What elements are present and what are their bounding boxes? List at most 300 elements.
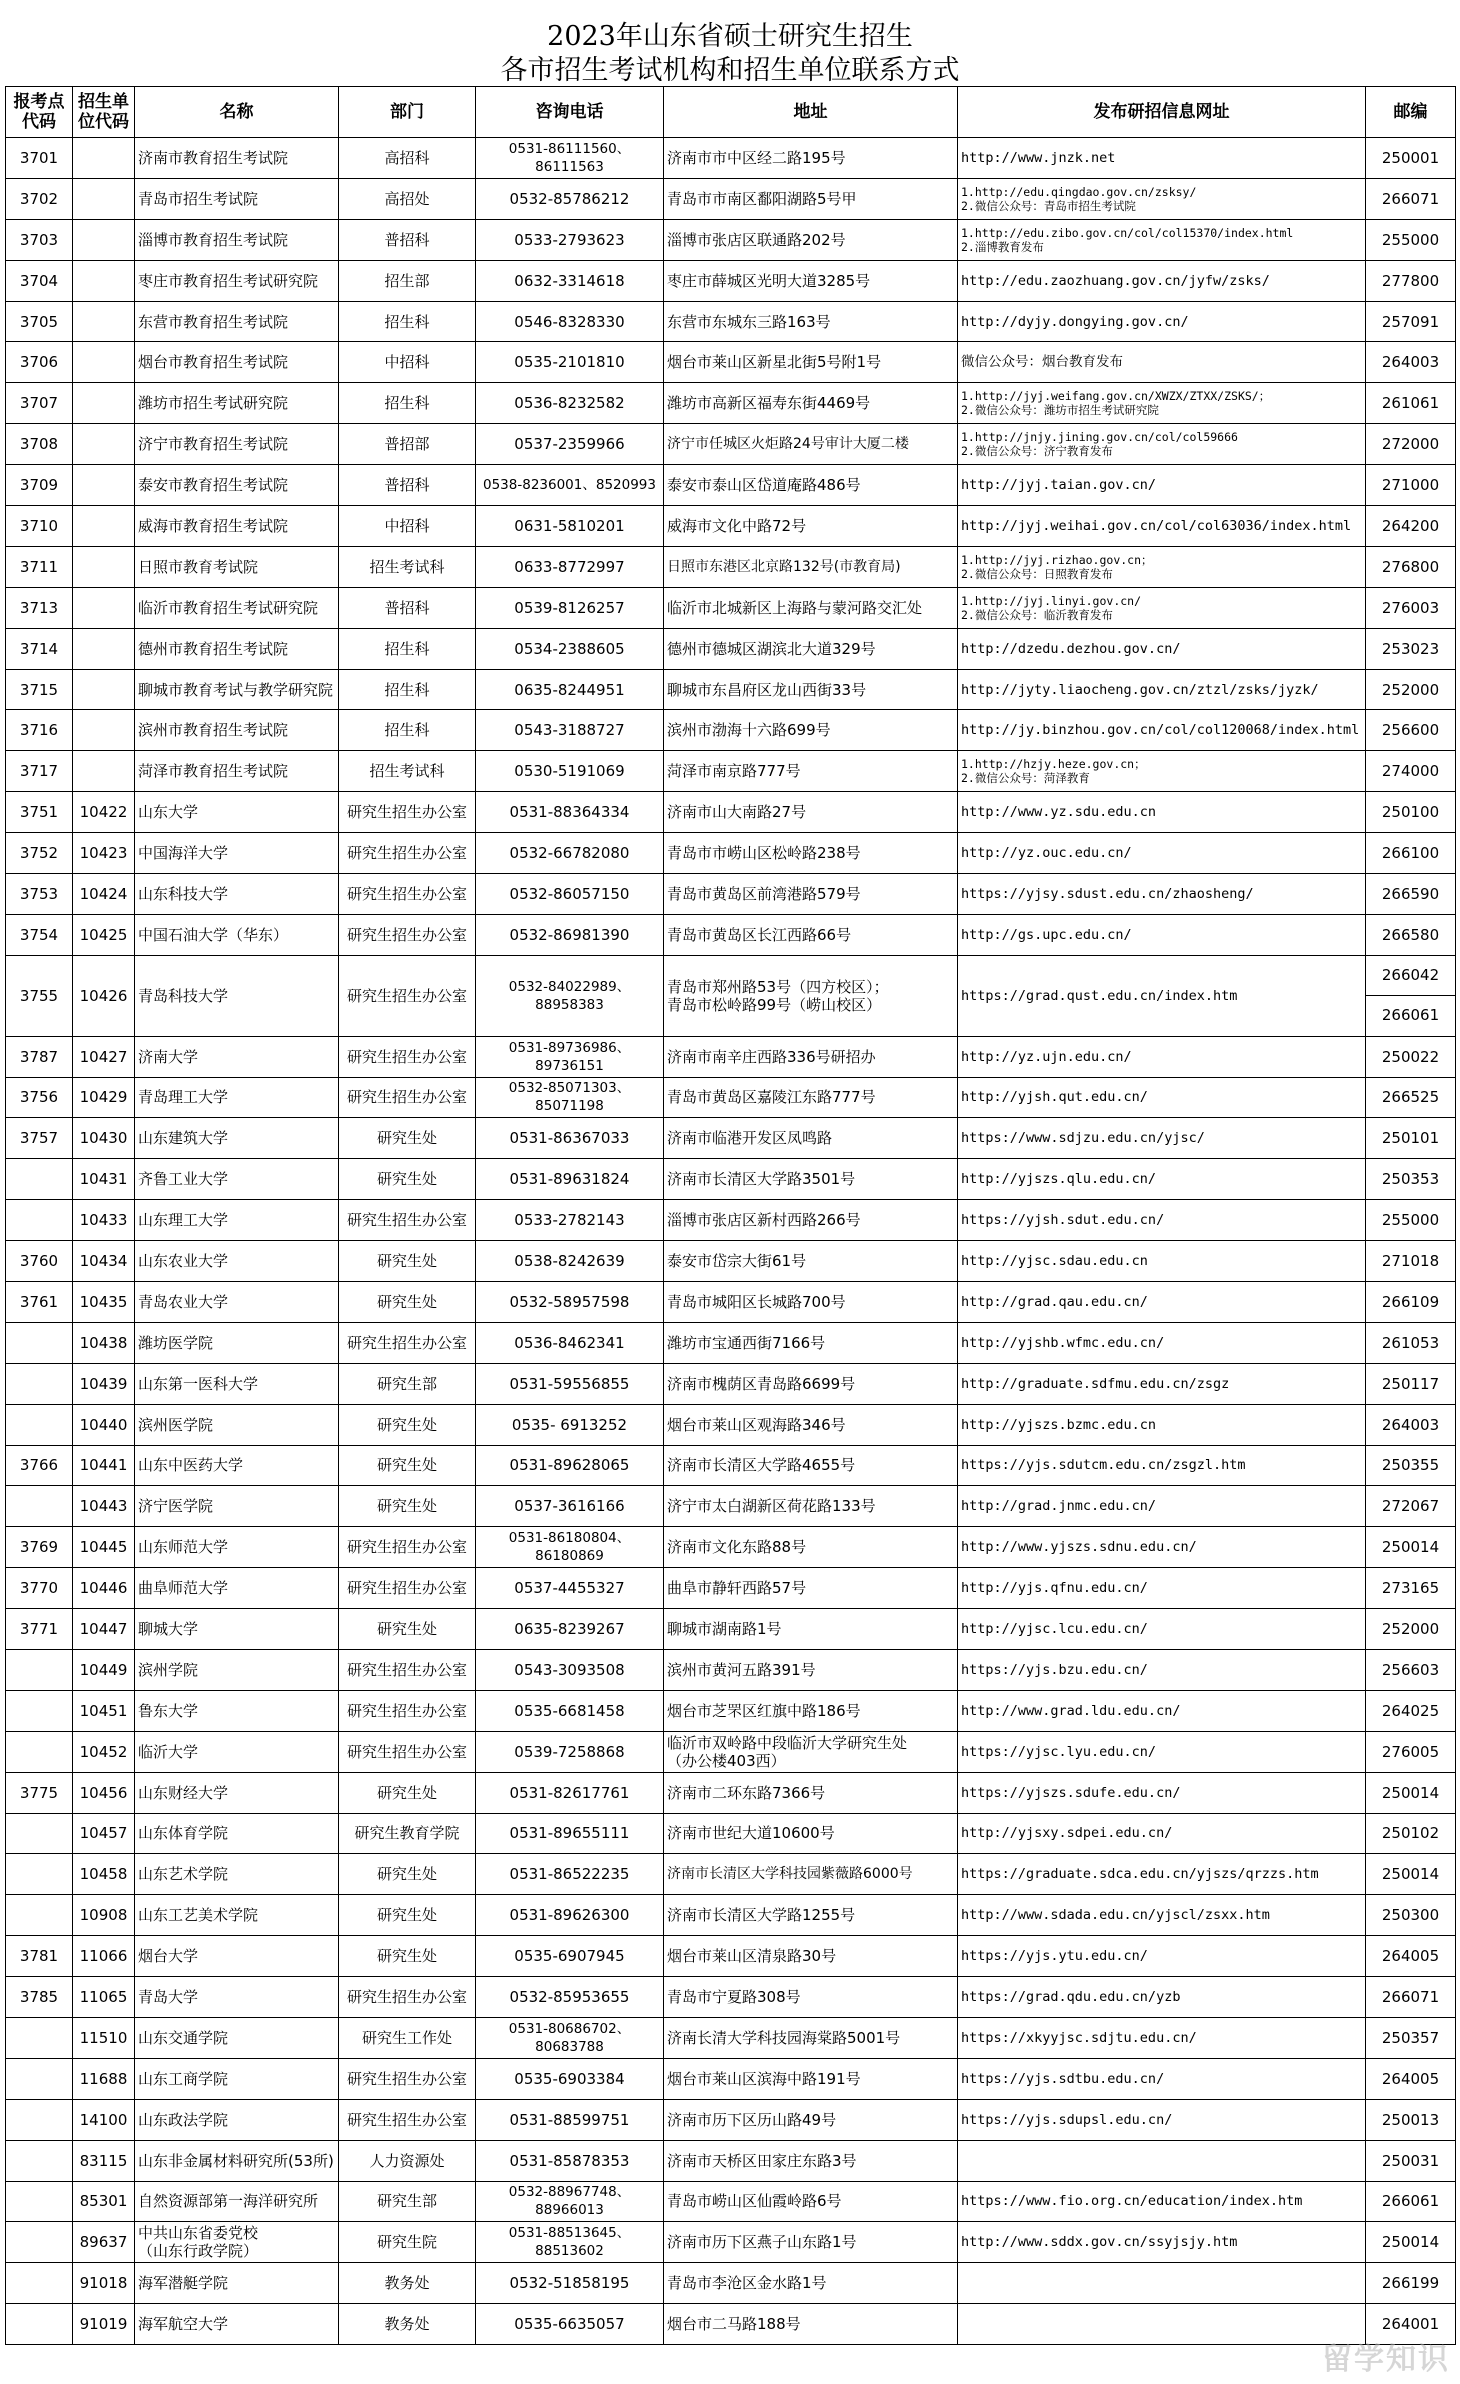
table-row [6, 301, 1456, 342]
cell-phone [476, 710, 664, 751]
cell-code [6, 2140, 73, 2181]
cell-phone-text: 0531-89628065 [509, 1456, 630, 1475]
cell-unit-code [73, 710, 135, 751]
cell-website-text: http://grad.jnmc.edu.cn/ [961, 1498, 1157, 1515]
cell-dept [339, 792, 476, 833]
cell-website-text: 1.http://jyj.weifang.gov.cn/XWZX/ZTXX/ZSKS/； 2.微信公众号：潍坊市招生考试研究院 [961, 389, 1271, 418]
cell-zip-text: 250014 [1381, 1538, 1440, 1557]
cell-zip [1366, 1854, 1456, 1895]
cell-unit-code [73, 1649, 135, 1690]
cell-name-text: 济南市教育招生考试院 [138, 148, 289, 167]
table-row [6, 1322, 1456, 1363]
cell-dept-text: 研究生招生办公室 [346, 1333, 467, 1352]
cell-phone [476, 1813, 664, 1854]
cell-website [958, 914, 1366, 955]
cell-address [664, 1977, 958, 2018]
cell-zip [1366, 710, 1456, 751]
cell-dept [339, 342, 476, 383]
cell-website [958, 2181, 1366, 2222]
cell-address [664, 178, 958, 219]
cell-zip [1366, 1690, 1456, 1731]
cell-phone-text: 0531-82617761 [509, 1783, 630, 1802]
cell-dept [339, 914, 476, 955]
cell-dept [339, 1936, 476, 1977]
table-row [6, 1159, 1456, 1200]
cell-dept [339, 1609, 476, 1650]
cell-zip [1366, 1772, 1456, 1813]
cell-unit-code [73, 1813, 135, 1854]
cell-dept-text: 招生科 [384, 312, 430, 331]
cell-unit-code [73, 669, 135, 710]
cell-zip [1366, 301, 1456, 342]
cell-name [135, 2140, 339, 2181]
cell-name-text: 海军潜艇学院 [138, 2274, 229, 2293]
cell-address-text: 潍坊市宝通西街7166号 [667, 1333, 826, 1352]
cell-zip [1366, 1036, 1456, 1077]
cell-name [135, 1445, 339, 1486]
cell-dept [339, 2263, 476, 2304]
cell-phone [476, 178, 664, 219]
cell-address-text: 济南市世纪大道10600号 [667, 1824, 835, 1843]
cell-code [6, 1649, 73, 1690]
cell-unit-code [73, 955, 135, 1036]
cell-dept [339, 138, 476, 179]
cell-phone-text: 0535-6635057 [514, 2315, 625, 2334]
cell-name [135, 2304, 339, 2345]
cell-unit-code-text: 91018 [79, 2274, 128, 2293]
cell-code [6, 178, 73, 219]
cell-code-text: 3755 [19, 986, 59, 1005]
cell-zip-text: 276003 [1381, 598, 1440, 617]
cell-address [664, 1200, 958, 1241]
table-row [6, 1813, 1456, 1854]
cell-unit-code [73, 1936, 135, 1977]
cell-website [958, 1200, 1366, 1241]
cell-phone [476, 587, 664, 628]
cell-unit-code [73, 2181, 135, 2222]
cell-dept [339, 1281, 476, 1322]
cell-unit-code-text: 10434 [79, 1252, 128, 1270]
cell-zip [1366, 1241, 1456, 1282]
cell-name [135, 1895, 339, 1936]
cell-address-text: 济南市文化东路88号 [667, 1538, 807, 1557]
table-row [6, 2017, 1456, 2058]
cell-website [958, 1322, 1366, 1363]
cell-website [958, 1241, 1366, 1282]
cell-dept-text: 研究生处 [376, 1252, 437, 1270]
cell-phone-text: 0532-58957598 [509, 1292, 630, 1311]
cell-name [135, 1731, 339, 1772]
cell-website-text: https://yjs.sdtbu.edu.cn/ [961, 2070, 1165, 2087]
cell-dept [339, 874, 476, 915]
cell-phone [476, 1118, 664, 1159]
table-row [6, 342, 1456, 383]
cell-code [6, 1404, 73, 1445]
cell-zip [1366, 751, 1456, 792]
cell-address-text: 枣庄市薛城区光明大道3285号 [667, 271, 871, 290]
cell-address [664, 2222, 958, 2263]
table-row [6, 1241, 1456, 1282]
cell-website-text: http://www.grad.ldu.edu.cn/ [961, 1702, 1181, 1719]
cell-address [664, 669, 958, 710]
cell-phone-text: 0535- 6913252 [511, 1415, 628, 1434]
cell-website-text: https://yjs.sdutcm.edu.cn/zsgzl.htm [961, 1457, 1246, 1474]
cell-address [664, 1159, 958, 1200]
cell-unit-code [73, 260, 135, 301]
cell-code [6, 2181, 73, 2222]
cell-unit-code [73, 2099, 135, 2140]
cell-phone-text: 0635-8244951 [514, 680, 625, 699]
cell-zip-text: 264003 [1381, 1415, 1440, 1434]
cell-zip [1366, 955, 1456, 1036]
cell-phone-text: 0534-2388605 [514, 639, 625, 658]
cell-unit-code-text: 10440 [79, 1415, 128, 1434]
cell-phone [476, 669, 664, 710]
cell-dept [339, 1690, 476, 1731]
cell-name [135, 955, 339, 1036]
cell-unit-code [73, 2017, 135, 2058]
cell-code [6, 1936, 73, 1977]
cell-dept [339, 1036, 476, 1077]
cell-dept [339, 1077, 476, 1118]
cell-dept [339, 1649, 476, 1690]
cell-address-text: 德州市德城区湖滨北大道329号 [667, 639, 876, 658]
cell-code [6, 2099, 73, 2140]
cell-phone [476, 1200, 664, 1241]
cell-name-text: 山东科技大学 [138, 884, 229, 903]
table-row [6, 1731, 1456, 1772]
table-row [6, 914, 1456, 955]
cell-dept [339, 1486, 476, 1527]
cell-zip [1366, 260, 1456, 301]
header-address: 地址 [664, 87, 958, 138]
cell-name-text: 自然资源部第一海洋研究所 [138, 2192, 319, 2211]
cell-name [135, 219, 339, 260]
cell-address [664, 2140, 958, 2181]
cell-unit-code [73, 2140, 135, 2181]
cell-unit-code [73, 342, 135, 383]
cell-website-text: http://yjsc.sdau.edu.cn [961, 1253, 1148, 1269]
table-row [6, 1363, 1456, 1404]
cell-unit-code [73, 792, 135, 833]
cell-address [664, 2181, 958, 2222]
cell-dept-text: 研究生处 [376, 1620, 437, 1639]
header-phone: 咨询电话 [476, 87, 664, 138]
cell-dept-text: 研究生招生办公室 [346, 884, 467, 903]
cell-phone [476, 874, 664, 915]
cell-unit-code-text: 10429 [79, 1088, 128, 1107]
cell-unit-code-text: 10425 [79, 925, 128, 944]
cell-zip [1366, 219, 1456, 260]
cell-name [135, 2017, 339, 2058]
cell-code-text: 3761 [19, 1292, 59, 1311]
cell-zip-text: 266580 [1381, 925, 1440, 944]
cell-dept-text: 研究生招生办公室 [346, 803, 467, 822]
cell-address-text: 泰安市泰山区岱道庵路486号 [667, 476, 861, 495]
cell-dept-text: 中招科 [384, 353, 430, 372]
cell-zip-text: 250014 [1381, 1783, 1440, 1802]
cell-dept-text: 普招科 [384, 230, 430, 249]
cell-zip [1366, 178, 1456, 219]
cell-phone [476, 301, 664, 342]
cell-name [135, 1568, 339, 1609]
cell-phone [476, 219, 664, 260]
cell-address [664, 219, 958, 260]
cell-website-text: http://yjsh.qut.edu.cn/ [961, 1089, 1148, 1106]
cell-address-text: 烟台市莱山区新星北街5号附1号 [667, 353, 882, 372]
cell-name [135, 2222, 339, 2263]
cell-website-text: 1.http://jnjy.jining.gov.cn/col/col59666 2.微信公众号：济宁教育发布 [961, 430, 1238, 459]
cell-address [664, 2263, 958, 2304]
cell-website-text: 1.http://jyj.linyi.gov.cn/ 2.微信公众号：临沂教育发布 [961, 593, 1142, 622]
cell-phone [476, 1977, 664, 2018]
cell-address-text: 济南市历下区燕子山东路1号 [667, 2233, 857, 2252]
cell-zip-text: 250022 [1381, 1047, 1440, 1066]
cell-dept [339, 1813, 476, 1854]
table-row [6, 546, 1456, 587]
cell-address-text: 青岛市黄岛区长江西路66号 [667, 925, 852, 944]
cell-code-text: 3757 [19, 1129, 59, 1148]
cell-zip-text: 277800 [1381, 271, 1440, 290]
cell-code-text: 3714 [19, 639, 59, 658]
cell-address-text: 聊城市湖南路1号 [667, 1620, 782, 1639]
cell-zip-text: 250014 [1381, 2233, 1440, 2252]
cell-website [958, 2263, 1366, 2304]
cell-website [958, 1486, 1366, 1527]
cell-unit-code-text: 83115 [79, 2151, 128, 2170]
cell-phone-text: 0631-5810201 [514, 516, 625, 535]
cell-name [135, 710, 339, 751]
cell-code [6, 1977, 73, 2018]
page-title-line1: 2023年山东省硕士研究生招生 [547, 21, 913, 52]
cell-name [135, 1200, 339, 1241]
cell-address [664, 914, 958, 955]
page-title-line2: 各市招生考试机构和招生单位联系方式 [500, 55, 960, 86]
cell-address-text: 青岛市城阳区长城路700号 [667, 1292, 846, 1311]
cell-name-text: 山东非金属材料研究所(53所) [138, 2151, 334, 2170]
cell-zip-text: 261061 [1381, 394, 1440, 413]
cell-name [135, 1649, 339, 1690]
cell-address-text: 烟台市二马路188号 [667, 2315, 801, 2334]
cell-name-text: 济宁市教育招生考试院 [138, 435, 289, 454]
cell-unit-code [73, 1322, 135, 1363]
cell-zip [1366, 2222, 1456, 2263]
cell-unit-code [73, 2058, 135, 2099]
cell-unit-code [73, 1568, 135, 1609]
cell-dept [339, 2017, 476, 2058]
cell-name-text: 潍坊市招生考试研究院 [138, 394, 289, 413]
cell-website-text: https://yjs.sdupsl.edu.cn/ [961, 2111, 1173, 2128]
cell-dept [339, 383, 476, 424]
cell-dept [339, 1527, 476, 1568]
cell-name [135, 1241, 339, 1282]
cell-website-text: https://yjsy.sdust.edu.cn/zhaosheng/ [961, 885, 1254, 902]
cell-code [6, 383, 73, 424]
cell-code-text: 3785 [19, 1988, 59, 2007]
cell-phone-text: 0531-89631824 [509, 1170, 630, 1189]
cell-address [664, 138, 958, 179]
cell-address-text: 聊城市东昌府区龙山西街33号 [667, 680, 867, 699]
cell-phone-text: 0531-86111560、86111563 [508, 140, 631, 175]
cell-name-text: 山东理工大学 [138, 1211, 229, 1230]
cell-phone-text: 0537-3616166 [514, 1497, 625, 1516]
cell-unit-code [73, 1527, 135, 1568]
cell-dept [339, 833, 476, 874]
cell-website-text: http://dyjy.dongying.gov.cn/ [961, 313, 1189, 330]
cell-zip-text: 266199 [1381, 2274, 1440, 2293]
cell-phone-text: 0532-51858195 [509, 2274, 630, 2293]
cell-phone [476, 1322, 664, 1363]
cell-website [958, 301, 1366, 342]
cell-address [664, 2017, 958, 2058]
cell-zip-text: 250117 [1381, 1374, 1440, 1393]
cell-name-text: 临沂市教育招生考试研究院 [138, 598, 319, 617]
cell-name-text: 滨州市教育招生考试院 [138, 721, 289, 740]
cell-phone [476, 1077, 664, 1118]
table-row [6, 1445, 1456, 1486]
cell-dept-text: 研究生工作处 [361, 2028, 452, 2047]
table-row [6, 710, 1456, 751]
table-row [6, 587, 1456, 628]
cell-address [664, 546, 958, 587]
cell-code-text: 3711 [19, 557, 59, 576]
cell-code-text: 3770 [19, 1579, 59, 1598]
table-row [6, 2181, 1456, 2222]
table-row [6, 1281, 1456, 1322]
cell-unit-code-text: 10445 [79, 1538, 128, 1557]
cell-address [664, 1936, 958, 1977]
cell-name [135, 178, 339, 219]
cell-website-text: http://www.yz.sdu.edu.cn [961, 804, 1157, 821]
cell-phone [476, 2099, 664, 2140]
cell-website-text: 1.http://hzjy.heze.gov.cn； 2.微信公众号：菏泽教育 [961, 757, 1146, 786]
cell-code-text: 3701 [19, 148, 59, 167]
cell-phone [476, 1241, 664, 1282]
cell-code [6, 1200, 73, 1241]
cell-website [958, 1772, 1366, 1813]
cell-unit-code [73, 1486, 135, 1527]
cell-address-text: 青岛市郑州路53号（四方校区）； 青岛市松岭路99号（崂山校区） [667, 977, 889, 1014]
cell-dept [339, 1977, 476, 2018]
cell-name [135, 546, 339, 587]
cell-code-text: 3709 [19, 476, 59, 495]
cell-address [664, 260, 958, 301]
cell-zip [1366, 1895, 1456, 1936]
cell-unit-code [73, 1241, 135, 1282]
cell-address [664, 1363, 958, 1404]
cell-name [135, 1772, 339, 1813]
cell-zip [1366, 1363, 1456, 1404]
cell-name [135, 1036, 339, 1077]
cell-name [135, 1159, 339, 1200]
cell-unit-code [73, 874, 135, 915]
cell-name-text: 山东政法学院 [138, 2110, 229, 2129]
cell-zip [1366, 424, 1456, 465]
cell-phone [476, 2222, 664, 2263]
cell-address [664, 1772, 958, 1813]
cell-unit-code [73, 914, 135, 955]
cell-code [6, 260, 73, 301]
cell-name [135, 1854, 339, 1895]
cell-website [958, 1854, 1366, 1895]
cell-website-text: http://yz.ouc.edu.cn/ [961, 845, 1132, 862]
cell-dept-text: 研究生处 [376, 1906, 437, 1925]
cell-zip [1366, 1118, 1456, 1159]
cell-zip-text: 272000 [1381, 435, 1440, 454]
cell-website [958, 1936, 1366, 1977]
cell-unit-code [73, 628, 135, 669]
cell-zip [1366, 1527, 1456, 1568]
cell-zip-text: 250300 [1381, 1906, 1440, 1925]
cell-dept-text: 人力资源处 [369, 2151, 445, 2170]
cell-website [958, 465, 1366, 506]
cell-unit-code-text: 10424 [79, 884, 128, 903]
cell-dept-text: 招生科 [384, 394, 430, 413]
cell-zip-text: 264005 [1381, 2069, 1440, 2088]
cell-address [664, 465, 958, 506]
cell-zip [1366, 383, 1456, 424]
cell-unit-code [73, 1363, 135, 1404]
cell-zip [1366, 1731, 1456, 1772]
cell-zip [1366, 2263, 1456, 2304]
cell-dept [339, 1200, 476, 1241]
cell-unit-code [73, 1118, 135, 1159]
table-row [6, 1649, 1456, 1690]
cell-address [664, 1486, 958, 1527]
cell-dept [339, 506, 476, 547]
cell-code-text: 3760 [19, 1252, 59, 1270]
cell-name-text: 济宁医学院 [138, 1497, 214, 1516]
cell-name-text: 潍坊医学院 [138, 1333, 214, 1352]
cell-address-text: 潍坊市高新区福寿东街4469号 [667, 394, 871, 413]
table-row [6, 1690, 1456, 1731]
cell-website [958, 2304, 1366, 2345]
table-row [6, 669, 1456, 710]
cell-address-text: 济宁市太白湖新区荷花路133号 [667, 1497, 876, 1516]
cell-address [664, 2099, 958, 2140]
cell-address-text: 威海市文化中路72号 [667, 516, 807, 535]
cell-dept-text: 研究生院 [376, 2233, 437, 2252]
cell-zip [1366, 2017, 1456, 2058]
cell-website [958, 669, 1366, 710]
cell-name-text: 山东体育学院 [138, 1824, 229, 1843]
cell-address [664, 1322, 958, 1363]
cell-dept-text: 研究生招生办公室 [346, 1538, 467, 1557]
cell-zip [1366, 2099, 1456, 2140]
cell-name [135, 342, 339, 383]
cell-name-text: 齐鲁工业大学 [138, 1170, 229, 1189]
cell-website [958, 138, 1366, 179]
cell-phone-text: 0635-8239267 [514, 1620, 625, 1639]
cell-dept [339, 710, 476, 751]
table-row [6, 1036, 1456, 1077]
cell-unit-code [73, 301, 135, 342]
cell-dept-text: 招生考试科 [369, 557, 445, 576]
cell-code [6, 587, 73, 628]
cell-name-text: 山东大学 [138, 803, 199, 822]
cell-zip [1366, 1486, 1456, 1527]
cell-name-text: 山东工艺美术学院 [138, 1906, 259, 1925]
cell-dept-text: 研究生部 [376, 1374, 437, 1393]
cell-zip [1366, 1200, 1456, 1241]
cell-website [958, 1118, 1366, 1159]
cell-website [958, 1281, 1366, 1322]
cell-code [6, 1486, 73, 1527]
cell-address [664, 1690, 958, 1731]
cell-name [135, 1363, 339, 1404]
cell-code [6, 138, 73, 179]
cell-address [664, 710, 958, 751]
